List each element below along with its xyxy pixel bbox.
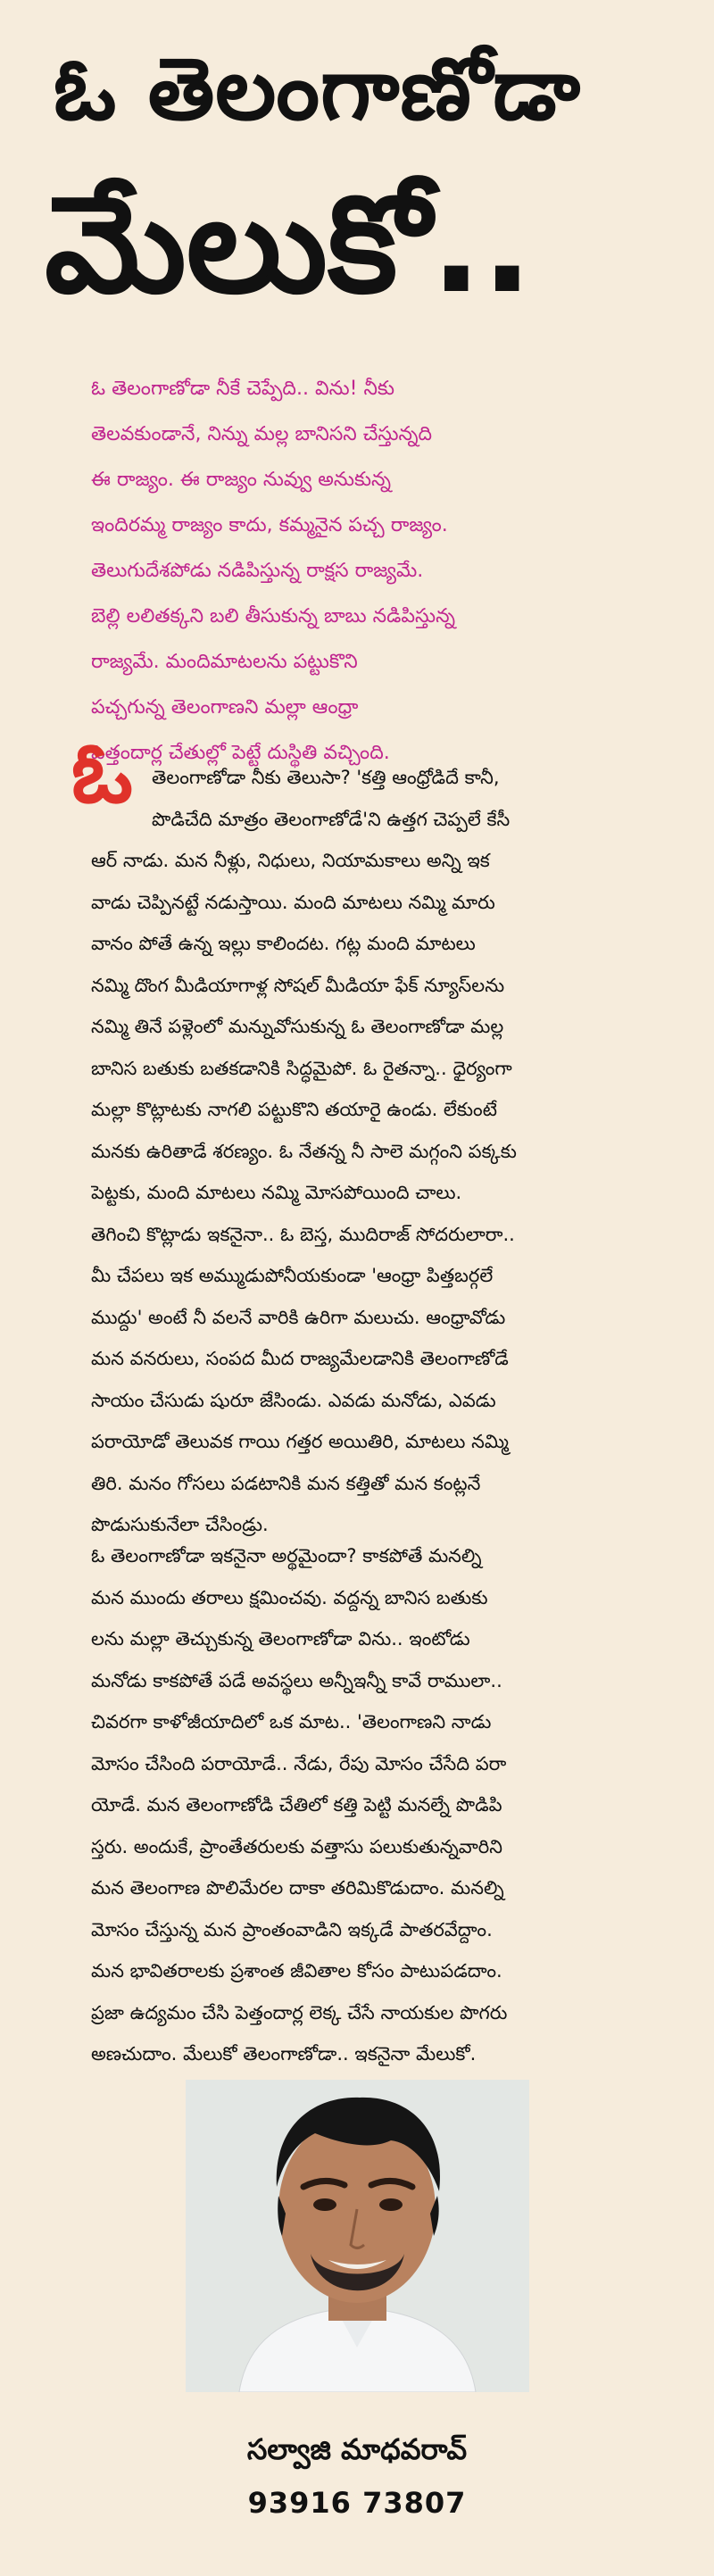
body-line: మనకు ఉరితాడే శరణ్యం. ఓ నేతన్న నీ సాలె మగ్గంని పక్కకు (91, 1140, 517, 1162)
author-name: సల్వాజి మాధవరావ్ (246, 2432, 468, 2466)
intro-line: ఈ రాజ్యం. ఈ రాజ్యం నువ్వు అనుకున్న (91, 469, 392, 491)
body-line: స్తరు. అందుకే, ప్రాంతేతరులకు వత్తాసు పలుకుతున్నవారిని (91, 1835, 502, 1857)
intro-line: పెత్తందార్ల చేతుల్లో పెట్టే దుస్థితి వచ్చింది. (91, 742, 390, 764)
body-line: నమ్మి దొంగ మీడియాగాళ్ల సోషల్ మీడియా ఫేక్ న్యూస్‌లను (91, 974, 505, 996)
headline-line-2: మేలుకో.. (45, 170, 533, 321)
article-paragraph-2 (91, 1535, 662, 2075)
intro-line: ఓ తెలంగాణోడా నీకే చెప్పేది.. విను! నీకు (91, 378, 394, 400)
headline-line-1: ఓ తెలంగాణోడా (54, 39, 582, 139)
body-line: తెలంగాణోడా నీకు తెలుసా? 'కత్తి ఆంధ్రోడిదే కానీ, (152, 767, 500, 788)
body-line: ఆర్ నాడు. మన నీళ్లు, నిధులు, నియామకాలు అన్ని ఇక (91, 850, 490, 871)
intro-highlight (91, 366, 662, 776)
body-line: మల్లా కొట్లాటకు నాగలి పట్టుకొని తయారై ఉండు. లేకుంటే (91, 1099, 497, 1120)
body-line: మన వనరులు, సంపద మీద రాజ్యమేలడానికి తెలంగాణోడే (91, 1348, 509, 1369)
body-line: మన భావితరాలకు ప్రశాంత జీవితాల కోసం పాటుపడదాం. (91, 1960, 502, 1982)
body-line: పరాయోడో తెలువక గాయి గత్తర అయితిరి, మాటలు నమ్మి (91, 1431, 509, 1452)
intro-line: పచ్చగున్న తెలంగాణని మల్లా ఆంధ్రా (91, 696, 359, 719)
body-line: సాయం చేసుడు షురూ జేసిండు. ఎవడు మనోడు, ఎవడు (91, 1389, 496, 1411)
body-line: అణచుదాం. మేలుకో తెలంగాణోడా.. ఇకనైనా మేలుకో. (91, 2043, 477, 2065)
drop-cap: ఓ (71, 725, 133, 822)
body-line: ప్రజా ఉద్యమం చేసి పెత్తందార్ల లెక్క చేసే నాయకుల పొగరు (91, 2001, 508, 2023)
body-line: మోసం చేస్తున్న మన ప్రాంతంవాడిని ఇక్కడే పాతరవేద్దాం. (91, 1918, 493, 1940)
body-line: నమ్మి తినే పళ్లెంలో మన్నువోసుకున్న ఓ తెలంగాణోడా మల్ల (91, 1016, 504, 1037)
body-line: వానం పోతే ఉన్న ఇల్లు కాలిందట. గట్ల మంది మాటలు (91, 933, 476, 954)
body-line: ముద్దు' అంటే నీ వలనే వారికి ఉరిగా మలుచు. ఆంధ్రావోడు (91, 1306, 506, 1328)
body-line: పొడుసుకునేలా చేసిండ్రు. (91, 1514, 269, 1535)
body-line: ఓ తెలంగాణోడా ఇకనైనా అర్థమైందా? కాకపోతే మనల్ని (91, 1545, 482, 1566)
body-line: వాడు చెప్పినట్టే నడుస్తాయి. మంది మాటలు నమ్మి మారు (91, 891, 495, 913)
body-line: మీ చేపలు ఇక అమ్ముడుపోనీయకుండా 'ఆంధ్రా పిత్తబర్గలే (91, 1265, 494, 1286)
body-line: లను మల్లా తెచ్చుకున్న తెలంగాణోడా విను.. ఇంటోడు (91, 1628, 470, 1649)
body-line: చివరగా కాళోజీయాదిలో ఒక మాట.. 'తెలంగాణని నాడు (91, 1711, 492, 1733)
body-line: తిరి. మనం గోసలు పడటానికి మన కత్తితో మన కంట్లనే (91, 1472, 481, 1494)
body-line: యోడే. మన తెలంగాణోడి చేతిలో కత్తి పెట్టి మనల్నే పొడిపి (91, 1794, 502, 1816)
body-line: తెగించి కొట్లాడు ఇకనైనా.. ఓ బెస్త, ముదిరాజ్ సోదరులారా.. (91, 1223, 515, 1245)
body-line: మనోడు కాకపోతే పడే అవస్థలు అన్నీఇన్నీ కావే రాములా.. (91, 1669, 502, 1691)
intro-line: తెలవకుండానే, నిన్ను మల్ల బానిసని చేస్తున్నది (91, 423, 432, 445)
intro-line: తెలుగుదేశపోడు నడిపిస్తున్న రాక్షస రాజ్యమే. (91, 560, 424, 582)
intro-line: ఇందిరమ్మ రాజ్యం కాదు, కమ్మనైన పచ్చ రాజ్యం. (91, 514, 448, 536)
body-line: బానిస బతుకు బతకడానికి సిద్ధమైపో. ఓ రైతన్నా.. ధైర్యంగా (91, 1057, 512, 1079)
author-phone: 93916 73807 (247, 2486, 467, 2520)
author-photo (186, 2080, 529, 2392)
body-line: పెట్టకు, మంది మాటలు నమ్మి మోసపోయింది చాలు. (91, 1182, 462, 1203)
intro-line: రాజ్యమే. మందిమాటలను పట్టుకొని (91, 651, 358, 673)
body-line: మోసం చేసింది పరాయోడే.. నేడు, రేపు మోసం చేసేది పరా (91, 1752, 507, 1774)
intro-line: బెల్లి లలితక్కని బలి తీసుకున్న బాబు నడిపిస్తున్న (91, 605, 456, 627)
body-line: పొడిచేది మాత్రం తెలంగాణోడే'ని ఉత్తగ చెప్పలే కేసీ (152, 808, 511, 830)
body-line: మన ముందు తరాలు క్షమించవు. వద్దన్న బానిస బతుకు (91, 1586, 488, 1608)
body-line: మన తెలంగాణ పొలిమేరల దాకా తరిమికొడుదాం. మనల్ని (91, 1877, 504, 1899)
